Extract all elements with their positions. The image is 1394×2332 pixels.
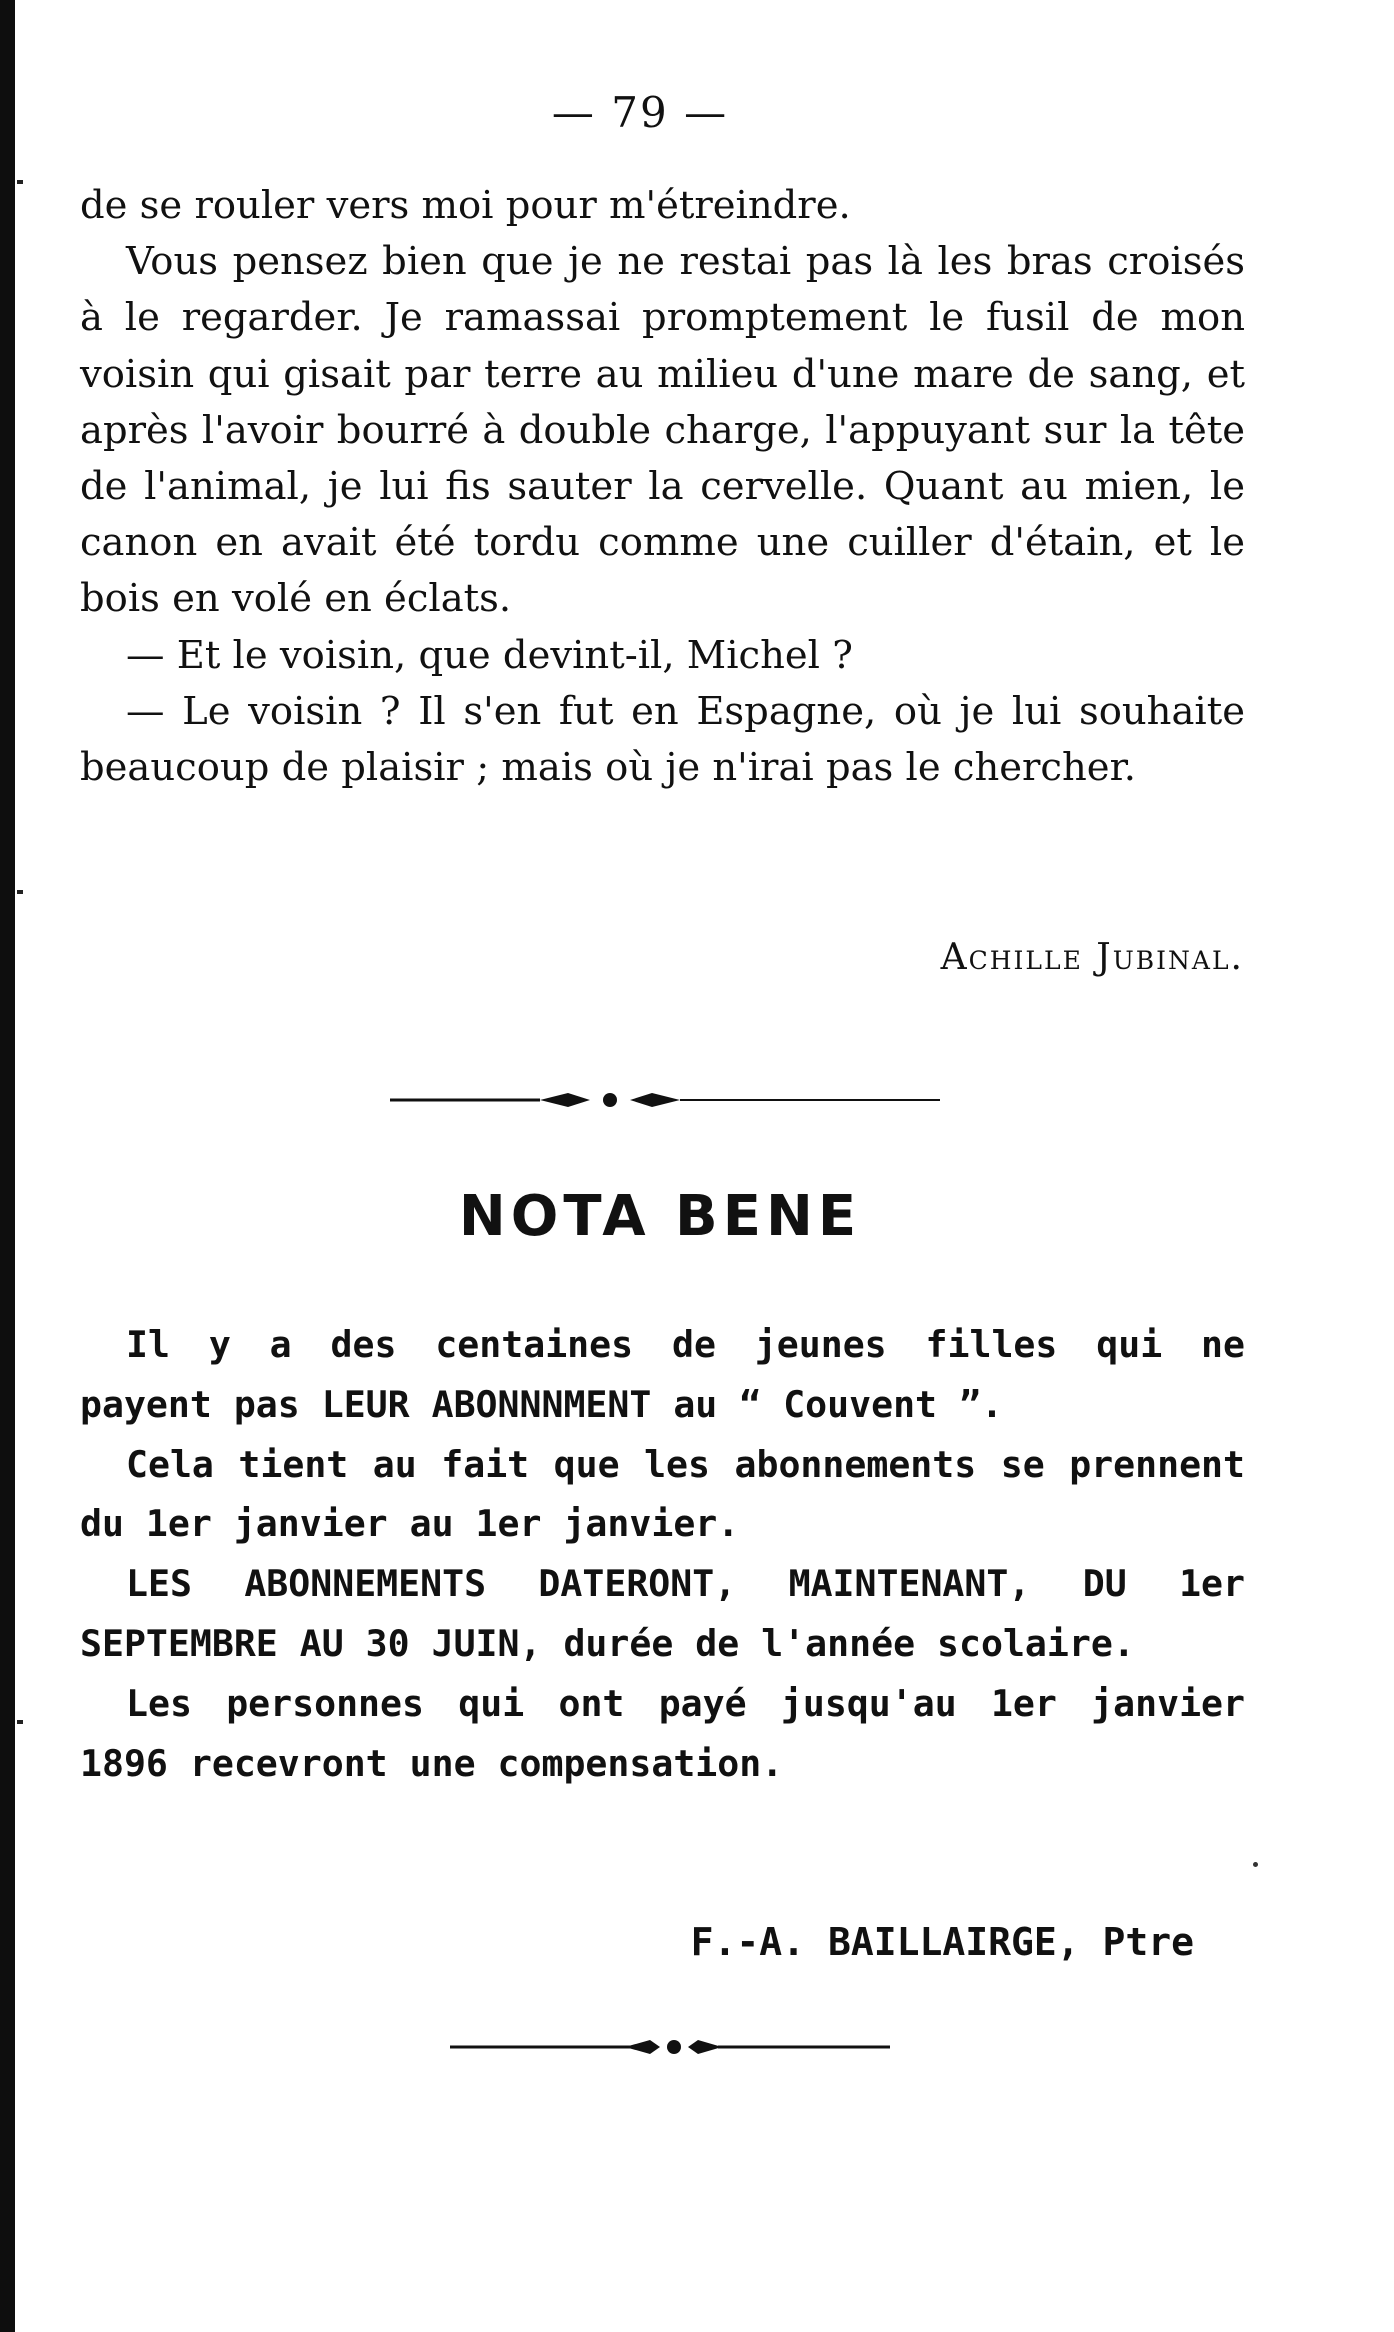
nota-bene-paragraph: LES ABONNEMENTS DATERONT, MAINTENANT, DU 1er SEPTEMBRE AU 30 JUIN, durée de l'année scolaire. xyxy=(80,1562,1245,1665)
nota-bene-heading: NOTA BENE xyxy=(458,1184,862,1249)
nota-bene-paragraph: Cela tient au fait que les abonnements se prennent du 1er janvier au 1er janvier. xyxy=(80,1442,1245,1546)
story-author-signature: Achille Jubinal. xyxy=(940,937,1244,978)
section-divider-ornament xyxy=(390,1085,940,1115)
story-dialog-line: — Le voisin ? Il s'en fut en Espagne, où je lui souhaite beaucoup de plaisir ; mais où je n'irai pas le chercher. xyxy=(80,688,1245,791)
story-dialog-line: — Et le voisin, que devint-il, Michel ? xyxy=(126,632,853,678)
page-edge-fleck xyxy=(17,180,23,184)
nota-bene-signature: F.-A. BAILLAIRGE, Ptre xyxy=(690,1920,1194,1964)
story-text xyxy=(80,178,1245,796)
nota-bene-text xyxy=(80,1315,1245,1793)
story-paragraph: Vous pensez bien que je ne restai pas là les bras croisés à le regarder. Je ramassai promptement le fusil de mon voisin qui gisait par terre au milieu d'une mare de sang, et après l'avoir bourré à double charge, l'appuyant sur la tête de l'animal, je lui fis sauter la cervelle. Quant au mien, le canon en avait été tordu comme une cuiller d'étain, et le bois en volé en éclats. xyxy=(80,239,1245,622)
nota-bene-paragraph: Il y a des centaines de jeunes filles qui ne payent pas LEUR ABONNNMENT au “ Couvent ”. xyxy=(80,1323,1245,1426)
page-edge-fleck xyxy=(17,890,23,894)
page-number: — 79 — xyxy=(551,88,729,137)
nota-bene-paragraph: Les personnes qui ont payé jusqu'au 1er janvier 1896 recevront une compensation. xyxy=(80,1681,1245,1785)
page-edge-fleck xyxy=(17,1720,23,1724)
end-divider-ornament xyxy=(450,2032,890,2062)
story-paragraph: de se rouler vers moi pour m'étreindre. xyxy=(80,183,851,228)
print-speck xyxy=(1253,1862,1258,1867)
page-edge-rule xyxy=(0,0,15,2332)
